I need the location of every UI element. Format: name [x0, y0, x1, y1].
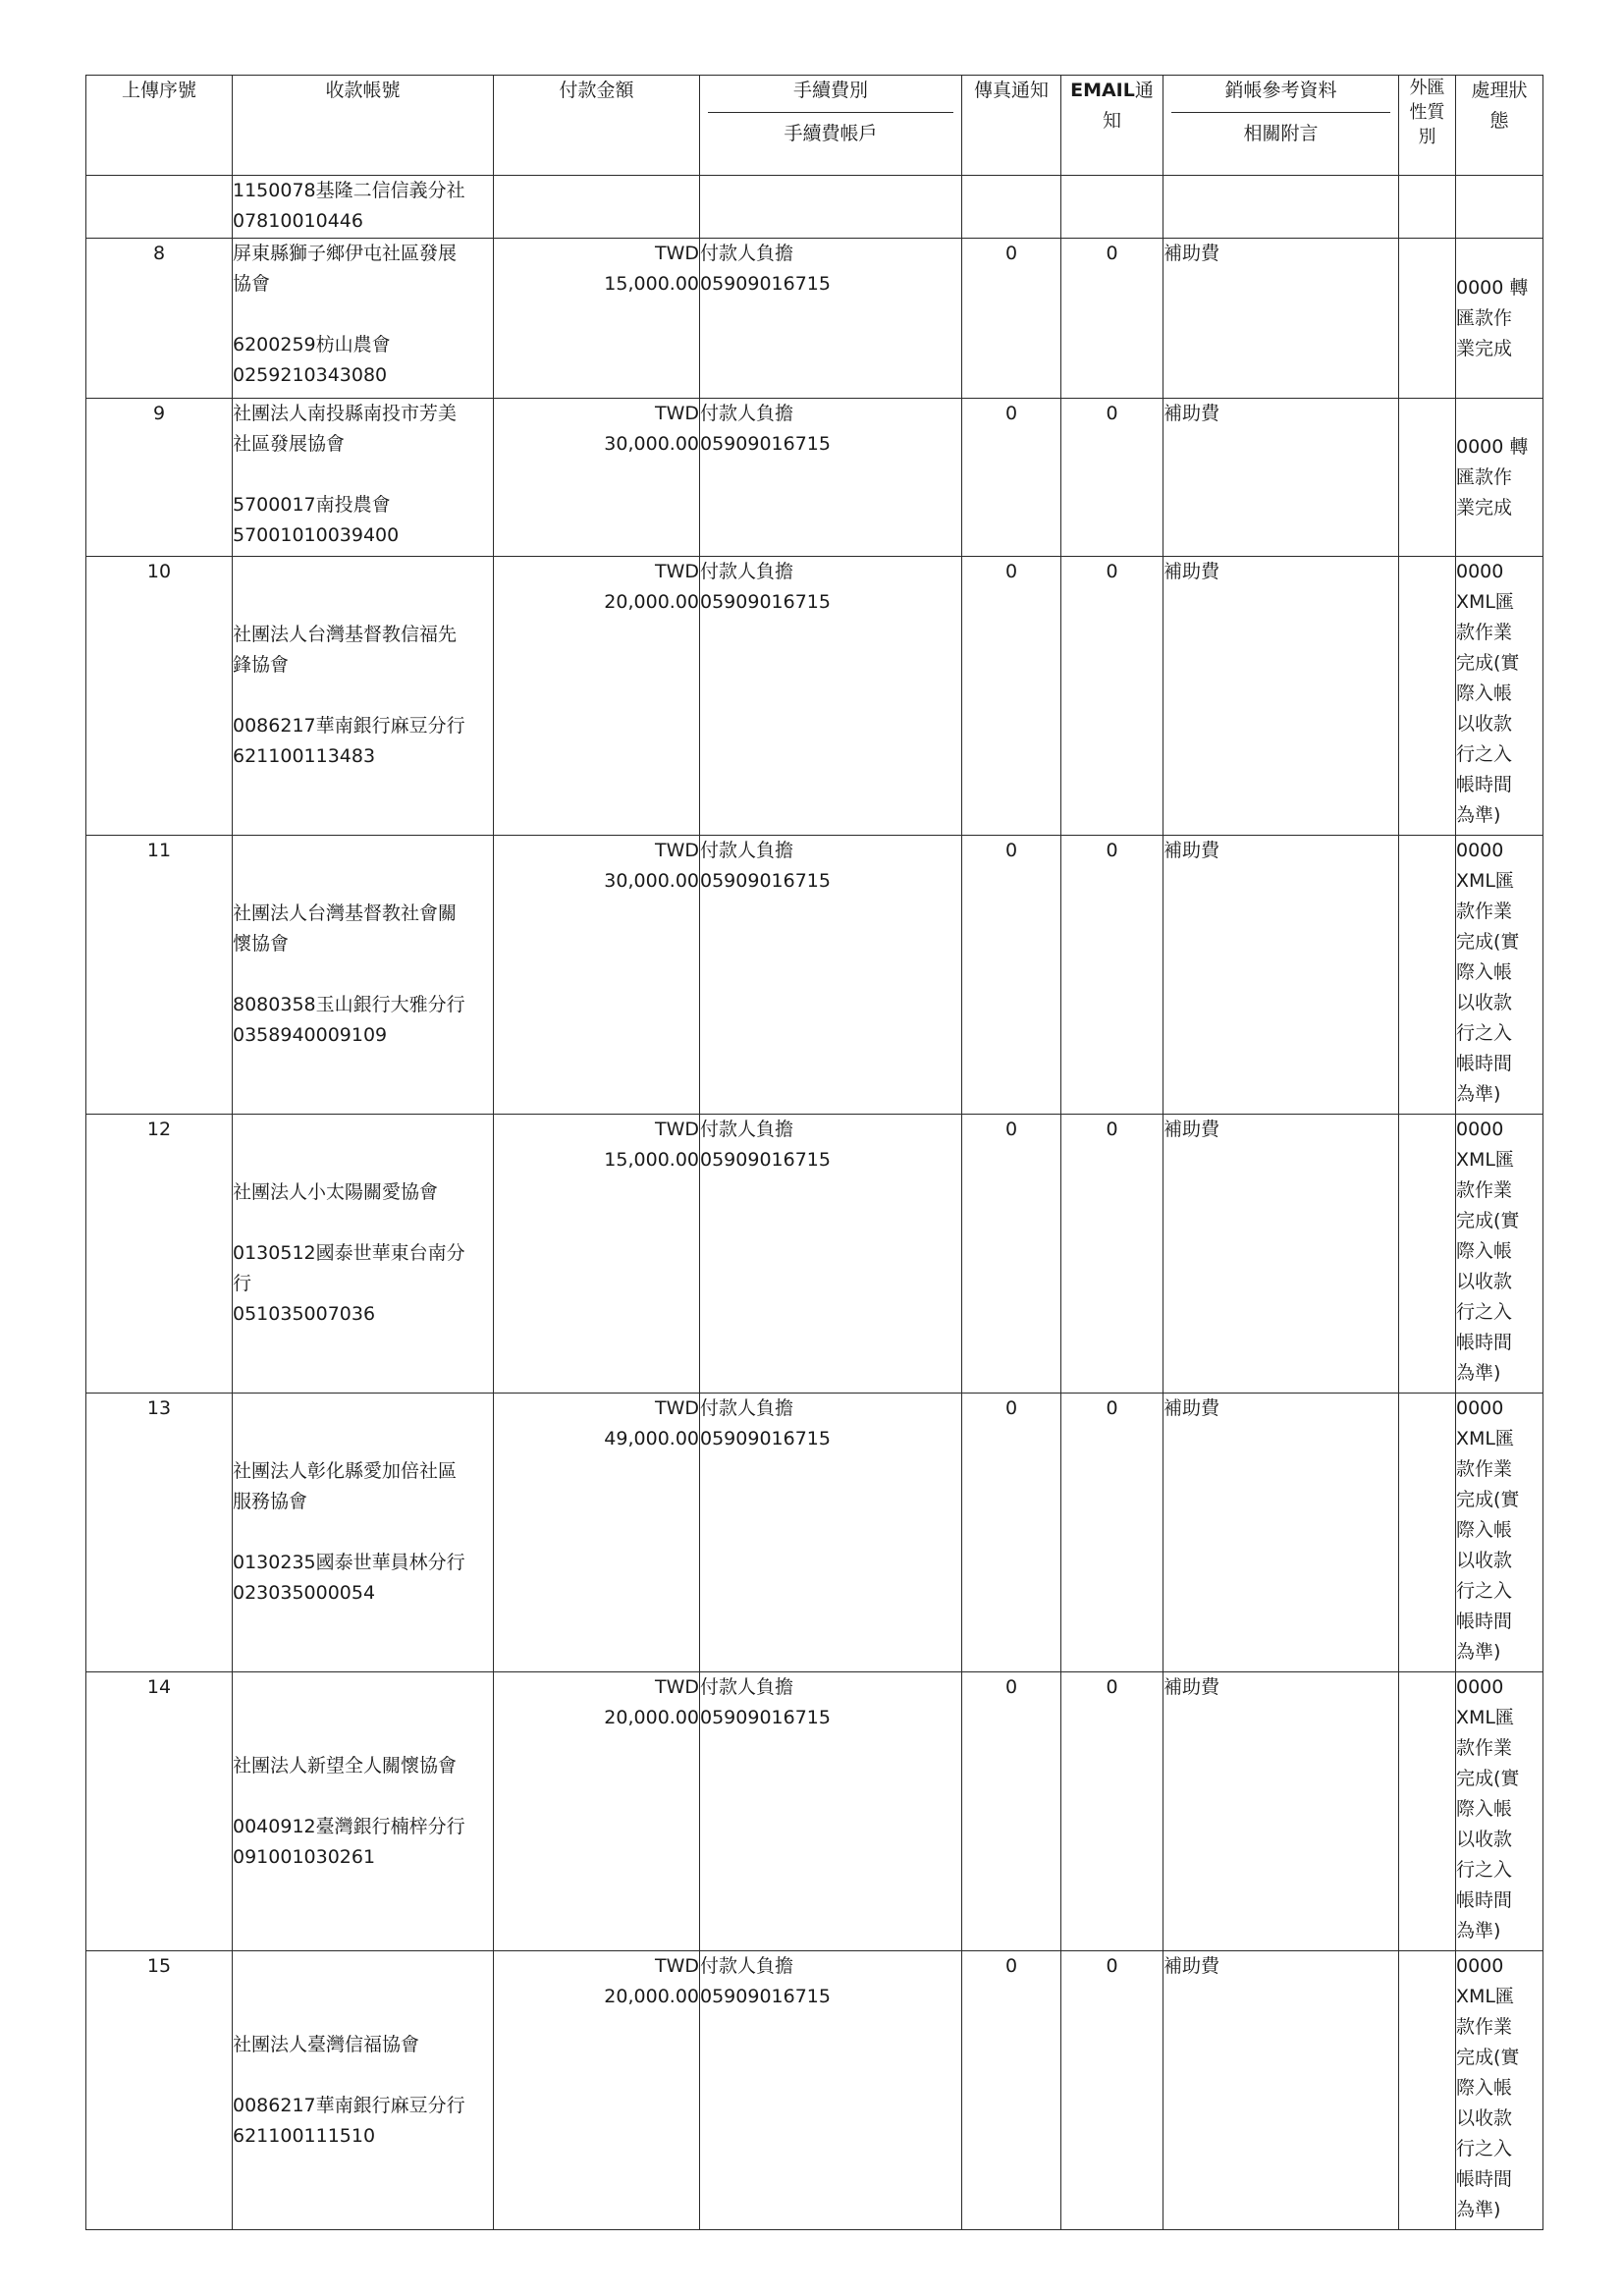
status-line: 行之入 [1456, 743, 1513, 765]
table-row [86, 557, 1543, 836]
fax-cell: 0 [962, 1394, 1061, 1672]
status-line: 帳時間 [1456, 1889, 1513, 1911]
status-line: 0000 [1456, 1397, 1504, 1419]
amount: 30,000.00 [604, 433, 699, 455]
fax-cell: 0 [962, 1115, 1061, 1394]
fee-cell [700, 399, 962, 557]
account-line [233, 1781, 493, 1812]
fee-cell [700, 1672, 962, 1951]
table-row [86, 239, 1543, 399]
seq-cell: 13 [86, 1394, 233, 1672]
amount-cell [494, 399, 700, 557]
account-line: 社團法人臺灣信福協會 [233, 2033, 420, 2055]
amount: 49,000.00 [604, 1428, 699, 1449]
fax-cell: 0 [962, 1672, 1061, 1951]
account-line: 社團法人台灣基督教信福先 [233, 624, 458, 645]
account-line: 0358940009109 [233, 1024, 388, 1046]
header-status-b: 態 [1489, 110, 1509, 132]
currency: TWD [654, 1676, 699, 1698]
header-seq: 上傳序號 [86, 76, 233, 176]
seq-cell: 10 [86, 557, 233, 836]
status-line: 0000 [1456, 840, 1504, 861]
status-line: 以收款 [1456, 992, 1513, 1013]
account-line: 0040912臺灣銀行楠梓分行 [233, 1815, 465, 1837]
status-line: 際入帳 [1456, 1519, 1513, 1541]
header-email-c: 知 [1102, 110, 1121, 132]
email-cell: 0 [1061, 1394, 1163, 1672]
table-row [86, 1951, 1543, 2230]
seq-cell: 14 [86, 1672, 233, 1951]
continuation-row [86, 176, 1543, 239]
status-line: 為準) [1456, 804, 1501, 826]
fax-cell: 0 [962, 557, 1061, 836]
table-row [86, 1672, 1543, 1951]
seq-cell: 8 [86, 239, 233, 399]
header-status-a: 處理狀 [1471, 80, 1528, 101]
status-line: XML匯 [1456, 1428, 1514, 1449]
status-line: XML匯 [1456, 1707, 1514, 1728]
status-line: 0000 [1456, 1119, 1504, 1140]
account-line: 社團法人新望全人關懷協會 [233, 1754, 458, 1777]
currency: TWD [654, 561, 699, 582]
amount-cell [494, 1672, 700, 1951]
status-line: 以收款 [1456, 1829, 1513, 1850]
fee-type: 付款人負擔 [700, 1119, 794, 1140]
status-line: 0000 [1456, 1676, 1504, 1698]
status-line: 業完成 [1456, 496, 1513, 519]
currency: TWD [654, 1397, 699, 1419]
account-line [233, 959, 493, 990]
currency: TWD [654, 403, 699, 424]
ref-cell: 補助費 [1163, 1115, 1399, 1394]
status-cell [1456, 239, 1543, 399]
status-line: 0000 [1456, 1955, 1504, 1977]
account-line: 621100111510 [233, 2124, 376, 2147]
email-cell: 0 [1061, 399, 1163, 557]
status-line: 際入帳 [1456, 683, 1513, 704]
fee-account: 05909016715 [700, 1149, 831, 1171]
account-line: 6200259枋山農會 [233, 334, 391, 355]
email-cell: 0 [1061, 836, 1163, 1115]
fee-cell [700, 1951, 962, 2230]
status-line: 際入帳 [1456, 1240, 1513, 1262]
ref-cell: 補助費 [1163, 399, 1399, 557]
amount: 20,000.00 [604, 1986, 699, 2007]
header-fee-type: 手續費別 [708, 76, 953, 113]
account-line: 0259210343080 [233, 364, 388, 386]
fx-cell [1399, 1394, 1456, 1672]
account-line: 0086217華南銀行麻豆分行 [233, 2094, 465, 2116]
amount: 20,000.00 [604, 591, 699, 613]
email-cell: 0 [1061, 239, 1163, 399]
ref-cell: 補助費 [1163, 836, 1399, 1115]
amount-cell [494, 239, 700, 399]
fee-cell [700, 1115, 962, 1394]
status-cell [1456, 399, 1543, 557]
header-status [1456, 76, 1543, 176]
status-line: 完成(實 [1456, 931, 1520, 953]
account-line: 57001010039400 [233, 524, 400, 546]
fee-type: 付款人負擔 [700, 1676, 794, 1698]
status-line: 款作業 [1456, 1458, 1513, 1480]
status-line: 0000 [1456, 561, 1504, 582]
status-line: 0000 轉 [1456, 435, 1529, 458]
status-line: 款作業 [1456, 901, 1513, 922]
fee-type: 付款人負擔 [700, 403, 794, 424]
email-cell: 0 [1061, 1951, 1163, 2230]
status-line: 為準) [1456, 1362, 1501, 1384]
status-cell [1456, 1115, 1543, 1394]
fee-cell [700, 239, 962, 399]
currency: TWD [654, 1955, 699, 1977]
header-fee-account: 手續費帳戶 [784, 123, 878, 144]
fax-cell: 0 [962, 239, 1061, 399]
table-row [86, 836, 1543, 1115]
status-line: 帳時間 [1456, 2168, 1513, 2190]
header-fee [700, 76, 962, 176]
account-line: 社團法人彰化縣愛加倍社區 [233, 1460, 458, 1482]
header-note-label: 相關附言 [1243, 123, 1319, 144]
amount: 15,000.00 [604, 273, 699, 295]
fx-cell [1399, 1115, 1456, 1394]
account-cell [233, 239, 494, 399]
status-cell [1456, 836, 1543, 1115]
account-cell [233, 399, 494, 557]
table-row [86, 399, 1543, 557]
account-line: 0130235國泰世華員林分行 [233, 1552, 465, 1573]
header-fx-b: 性質 [1409, 102, 1445, 123]
amount: 15,000.00 [604, 1149, 699, 1171]
account-line: 服務協會 [233, 1491, 308, 1512]
fee-account: 05909016715 [700, 591, 831, 613]
header-row [86, 76, 1543, 176]
header-ref [1163, 76, 1399, 176]
header-email-a: EMAIL [1070, 80, 1135, 101]
fee-type: 付款人負擔 [700, 1955, 794, 1977]
header-email-b: 通 [1134, 80, 1154, 101]
status-line: 款作業 [1456, 622, 1513, 643]
currency: TWD [654, 243, 699, 264]
amount-cell [494, 1115, 700, 1394]
account-line: 5700017南投農會 [233, 494, 391, 516]
status-line: 完成(實 [1456, 1489, 1520, 1510]
status-cell [1456, 1951, 1543, 2230]
fax-cell: 0 [962, 399, 1061, 557]
status-line: 業完成 [1456, 337, 1513, 359]
seq-cell: 15 [86, 1951, 233, 2230]
account-line: 0130512國泰世華東台南分 [233, 1242, 465, 1264]
status-line: 款作業 [1456, 2016, 1513, 2038]
header-fee-split [700, 76, 961, 149]
status-line: 帳時間 [1456, 1332, 1513, 1353]
currency: TWD [654, 1119, 699, 1140]
header-amount: 付款金額 [494, 76, 700, 176]
fee-account: 05909016715 [700, 433, 831, 455]
status-line: 帳時間 [1456, 774, 1513, 795]
account-cell [233, 1115, 494, 1394]
fx-cell [1399, 1672, 1456, 1951]
status-line: 行之入 [1456, 2138, 1513, 2159]
status-line: 以收款 [1456, 1550, 1513, 1571]
amount: 20,000.00 [604, 1707, 699, 1728]
status-line: 以收款 [1456, 2107, 1513, 2129]
account-line [233, 2060, 493, 2091]
status-cell [1456, 1672, 1543, 1951]
account-line: 0086217華南銀行麻豆分行 [233, 715, 465, 737]
account-cell [233, 557, 494, 836]
header-fx [1399, 76, 1456, 176]
fx-cell [1399, 399, 1456, 557]
account-line: 鋒協會 [233, 654, 290, 676]
account-line [233, 300, 493, 330]
status-line: 以收款 [1456, 713, 1513, 735]
account-cell [233, 836, 494, 1115]
continuation-line2: 07810010446 [233, 210, 363, 232]
amount-cell [494, 836, 700, 1115]
ref-cell: 補助費 [1163, 1951, 1399, 2230]
status-line: 完成(實 [1456, 652, 1520, 674]
account-line: 社團法人台灣基督教社會關 [233, 902, 458, 924]
account-line: 社團法人小太陽關愛協會 [233, 1181, 439, 1203]
header-fx-c: 別 [1418, 127, 1436, 147]
amount-cell [494, 1394, 700, 1672]
account-line: 8080358玉山銀行大雅分行 [233, 994, 465, 1015]
status-line: 匯款作 [1456, 465, 1513, 488]
status-line: XML匯 [1456, 1986, 1514, 2007]
account-line [233, 681, 493, 711]
account-line: 行 [233, 1273, 252, 1294]
status-line: 行之入 [1456, 1022, 1513, 1044]
table-body [86, 239, 1543, 2230]
status-line: 際入帳 [1456, 2077, 1513, 2099]
header-fx-a: 外匯 [1409, 78, 1445, 98]
header-fax: 傳真通知 [962, 76, 1061, 176]
fee-type: 付款人負擔 [700, 243, 794, 264]
fee-cell [700, 836, 962, 1115]
fee-account: 05909016715 [700, 1428, 831, 1449]
fx-cell [1399, 557, 1456, 836]
status-line: XML匯 [1456, 591, 1514, 613]
currency: TWD [654, 840, 699, 861]
status-line: 帳時間 [1456, 1611, 1513, 1632]
email-cell: 0 [1061, 557, 1163, 836]
seq-cell: 9 [86, 399, 233, 557]
ref-cell: 補助費 [1163, 239, 1399, 399]
account-line: 621100113483 [233, 745, 376, 767]
fx-cell [1399, 836, 1456, 1115]
continuation-line1: 1150078基隆二信信義分社 [233, 180, 465, 201]
status-line: 為準) [1456, 2199, 1501, 2220]
header-account: 收款帳號 [233, 76, 494, 176]
status-cell [1456, 1394, 1543, 1672]
account-line: 社團法人南投縣南投市芳美 [233, 403, 458, 424]
table-row [86, 1394, 1543, 1672]
table-row [86, 1115, 1543, 1394]
status-line: 完成(實 [1456, 1210, 1520, 1231]
account-cell [233, 1951, 494, 2230]
status-line: 行之入 [1456, 1859, 1513, 1881]
remittance-table [85, 75, 1543, 2230]
email-cell: 0 [1061, 1672, 1163, 1951]
seq-cell: 12 [86, 1115, 233, 1394]
status-line: 款作業 [1456, 1179, 1513, 1201]
account-line: 社區發展協會 [233, 433, 346, 455]
status-line: 完成(實 [1456, 1768, 1520, 1789]
fee-cell [700, 557, 962, 836]
amount-cell [494, 557, 700, 836]
status-line: 匯款作 [1456, 306, 1513, 329]
status-line: XML匯 [1456, 870, 1514, 892]
amount: 30,000.00 [604, 870, 699, 892]
status-line: 為準) [1456, 1920, 1501, 1941]
fee-type: 付款人負擔 [700, 840, 794, 861]
header-ref-label: 銷帳參考資料 [1171, 76, 1390, 113]
ref-cell: 補助費 [1163, 1394, 1399, 1672]
status-line: 為準) [1456, 1641, 1501, 1663]
account-line [233, 1208, 493, 1238]
account-cell [233, 1394, 494, 1672]
account-line [233, 1517, 493, 1548]
status-line: 為準) [1456, 1083, 1501, 1105]
amount-cell [494, 1951, 700, 2230]
status-line: 0000 轉 [1456, 276, 1529, 299]
status-line: 完成(實 [1456, 2047, 1520, 2068]
account-line [233, 460, 493, 490]
ref-cell: 補助費 [1163, 557, 1399, 836]
fax-cell: 0 [962, 1951, 1061, 2230]
fee-account: 05909016715 [700, 870, 831, 892]
header-ref-split [1163, 76, 1398, 149]
ref-cell: 補助費 [1163, 1672, 1399, 1951]
fee-account: 05909016715 [700, 1707, 831, 1728]
account-line: 協會 [233, 273, 271, 295]
account-line: 091001030261 [233, 1845, 376, 1868]
account-line: 023035000054 [233, 1582, 376, 1604]
continuation-account [233, 176, 494, 239]
fee-cell [700, 1394, 962, 1672]
seq-cell: 11 [86, 836, 233, 1115]
account-line: 屏東縣獅子鄉伊屯社區發展 [233, 243, 458, 264]
header-email [1061, 76, 1163, 176]
fee-account: 05909016715 [700, 273, 831, 295]
status-line: 款作業 [1456, 1737, 1513, 1759]
status-line: 以收款 [1456, 1271, 1513, 1292]
status-line: XML匯 [1456, 1149, 1514, 1171]
status-line: 行之入 [1456, 1301, 1513, 1323]
fee-account: 05909016715 [700, 1986, 831, 2007]
fx-cell [1399, 239, 1456, 399]
status-line: 行之入 [1456, 1580, 1513, 1602]
status-cell [1456, 557, 1543, 836]
status-line: 帳時間 [1456, 1053, 1513, 1074]
fee-type: 付款人負擔 [700, 561, 794, 582]
account-line: 懷協會 [233, 933, 290, 955]
fee-type: 付款人負擔 [700, 1397, 794, 1419]
fax-cell: 0 [962, 836, 1061, 1115]
status-line: 際入帳 [1456, 961, 1513, 983]
email-cell: 0 [1061, 1115, 1163, 1394]
status-line: 際入帳 [1456, 1798, 1513, 1820]
account-line: 051035007036 [233, 1303, 376, 1325]
fx-cell [1399, 1951, 1456, 2230]
account-cell [233, 1672, 494, 1951]
